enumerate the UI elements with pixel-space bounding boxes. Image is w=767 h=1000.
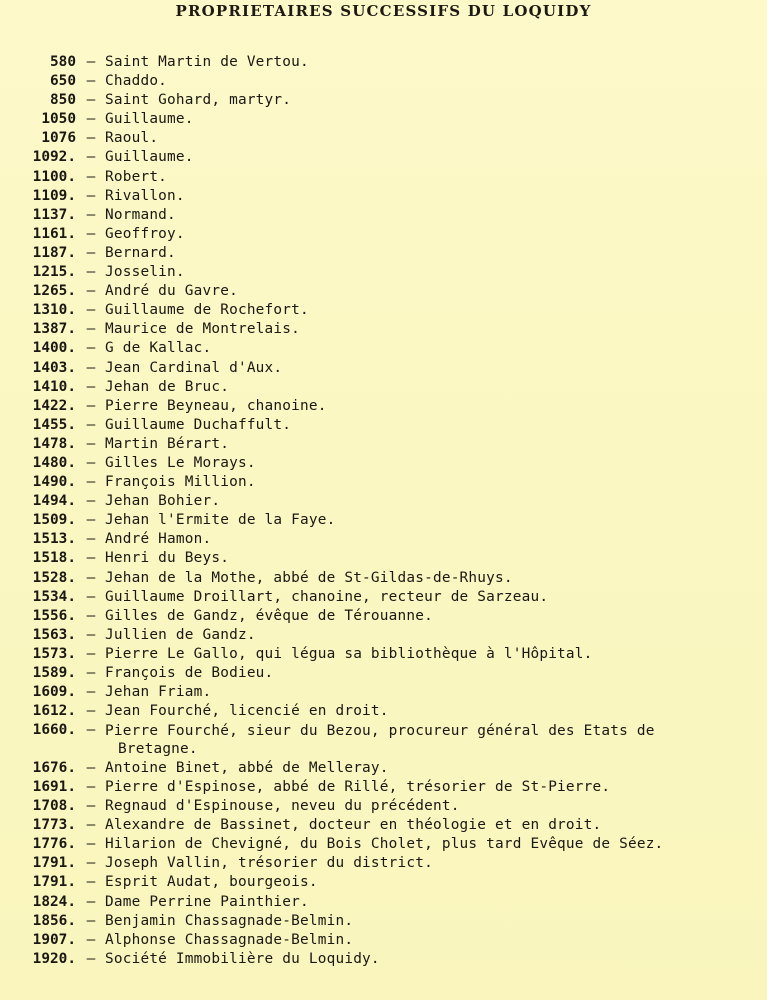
list-item: [0, 72, 767, 91]
entry-name: [105, 759, 389, 778]
entry-name-text: Jean Fourché, licencié en droit.: [105, 703, 389, 720]
list-item: [0, 206, 767, 225]
entry-year: 1403.: [32, 359, 76, 376]
list-item: [0, 778, 767, 797]
entry-name-text: Geoffroy.: [105, 225, 185, 242]
entry-name: [105, 244, 176, 263]
entry-name-text: Jehan de la Mothe, abbé de St-Gildas-de-Rhuys.: [105, 569, 513, 586]
entry-dash: —: [86, 836, 96, 853]
entry-name-text: Guillaume.: [105, 149, 194, 166]
entry-dash: —: [86, 626, 96, 643]
entry-dash: —: [86, 378, 96, 395]
list-item: [0, 187, 767, 206]
entry-name-text: Joseph Vallin, trésorier du district.: [105, 855, 433, 872]
entry-name: [105, 282, 238, 301]
entry-year: 1387.: [32, 321, 76, 338]
entry-name-text: Gilles de Gandz, évêque de Térouanne.: [105, 607, 433, 624]
owners-list: [0, 53, 767, 969]
entry-year: 1400.: [32, 340, 76, 357]
entry-year: 1109.: [32, 187, 76, 204]
entry-name: [105, 530, 211, 549]
list-item: [0, 607, 767, 626]
entry-name-text: Guillaume Droillart, chanoine, recteur de Sarzeau.: [105, 588, 549, 605]
entry-name-text: Pierre Le Gallo, qui légua sa bibliothèque à l'Hôpital.: [105, 645, 593, 662]
entry-year: 1422.: [32, 397, 76, 414]
entry-year: 1265.: [32, 283, 76, 300]
entry-year: 1791.: [32, 855, 76, 872]
entry-name: [105, 702, 389, 721]
entry-name: [105, 435, 229, 454]
entry-name-text: Jehan l'Ermite de la Faye.: [105, 512, 336, 529]
entry-dash: —: [86, 283, 96, 300]
entry-name: [105, 129, 158, 148]
list-item: [0, 263, 767, 282]
list-item: [0, 148, 767, 167]
entry-year: 1907.: [32, 931, 76, 948]
entry-year: 1773.: [32, 817, 76, 834]
list-item: [0, 530, 767, 549]
list-item: [0, 683, 767, 702]
entry-name: [105, 91, 291, 110]
entry-dash: —: [86, 435, 96, 452]
entry-name: [105, 225, 185, 244]
entry-name: [105, 797, 460, 816]
list-item: [0, 893, 767, 912]
list-item: [0, 110, 767, 129]
entry-year: 1791.: [32, 874, 76, 891]
list-item: [0, 912, 767, 931]
entry-name: [105, 816, 601, 835]
entry-name-text: Jean Cardinal d'Aux.: [105, 359, 283, 376]
entry-dash: —: [86, 798, 96, 815]
entry-year: 1310.: [32, 302, 76, 319]
entry-name: [105, 664, 273, 683]
entry-name: [105, 511, 335, 530]
entry-name-text: Antoine Binet, abbé de Melleray.: [105, 759, 389, 776]
entry-dash: —: [86, 244, 96, 261]
entry-name: [105, 72, 167, 91]
entry-dash: —: [86, 512, 96, 529]
entry-name-text: Maurice de Montrelais.: [105, 321, 301, 338]
entry-dash: —: [86, 321, 96, 338]
entry-name-text: Guillaume Duchaffult.: [105, 416, 292, 433]
entry-name: [105, 950, 380, 969]
entry-name: [105, 549, 229, 568]
entry-year: 650: [50, 73, 76, 90]
entry-name: [105, 778, 610, 797]
entry-name-text: Gilles Le Morays.: [105, 454, 256, 471]
entry-dash: —: [86, 778, 96, 795]
entry-dash: —: [86, 931, 96, 948]
entry-name-text: Chaddo.: [105, 73, 168, 90]
entry-name-text: Alphonse Chassagnade-Belmin.: [105, 931, 354, 948]
entry-name: [105, 320, 300, 339]
entry-dash: —: [86, 569, 96, 586]
entry-dash: —: [86, 416, 96, 433]
entry-name-text: Pierre d'Espinose, abbé de Rillé, trésorier de St-Pierre.: [105, 778, 611, 795]
list-item: [0, 873, 767, 892]
entry-name-text: Saint Martin de Vertou.: [105, 54, 309, 70]
entry-name: [105, 378, 229, 397]
list-item: [0, 359, 767, 378]
entry-name-text: Hilarion de Chevigné, du Bois Cholet, plus tard Evêque de Séez.: [105, 836, 664, 853]
list-item: [0, 721, 767, 759]
list-item: [0, 702, 767, 721]
entry-year: 1455.: [32, 416, 76, 433]
list-item: [0, 626, 767, 645]
list-item: [0, 378, 767, 397]
entry-dash: —: [86, 73, 96, 90]
entry-dash: —: [86, 550, 96, 567]
entry-year: 1528.: [32, 569, 76, 586]
entry-dash: —: [86, 645, 96, 662]
list-item: [0, 301, 767, 320]
entry-year: 850: [50, 92, 76, 109]
entry-year: 1776.: [32, 836, 76, 853]
list-item: [0, 435, 767, 454]
list-item: [0, 339, 767, 358]
list-item: [0, 664, 767, 683]
entry-name-text: Martin Bérart.: [105, 435, 230, 452]
list-item: [0, 797, 767, 816]
entry-name-text: Guillaume.: [105, 111, 194, 128]
entry-name: [105, 359, 282, 378]
entry-name-text: Normand.: [105, 206, 176, 223]
entry-name: [105, 263, 185, 282]
entry-name-text: Guillaume de Rochefort.: [105, 302, 309, 319]
entry-name: [105, 835, 663, 854]
entry-name: [105, 931, 353, 950]
entry-dash: —: [86, 722, 96, 739]
list-item: [0, 320, 767, 339]
entry-name: [105, 454, 256, 473]
entry-name-text: G de Kallac.: [105, 340, 212, 357]
entry-dash: —: [86, 264, 96, 281]
entry-year: 1824.: [32, 893, 76, 910]
entry-dash: —: [86, 588, 96, 605]
list-item: [0, 950, 767, 969]
entry-dash: —: [86, 893, 96, 910]
entry-name: [105, 873, 318, 892]
entry-year: 1410.: [32, 378, 76, 395]
entry-name-text: Rivallon.: [105, 187, 185, 204]
entry-dash: —: [86, 912, 96, 929]
entry-name: [105, 301, 309, 320]
entry-name: [105, 912, 353, 931]
list-item: [0, 244, 767, 263]
entry-name: [105, 187, 185, 206]
list-item: [0, 416, 767, 435]
list-item: [0, 759, 767, 778]
page-title: PROPRIETAIRES SUCCESSIFS DU LOQUIDY: [175, 2, 592, 20]
entry-dash: —: [86, 950, 96, 967]
entry-name-text: Esprit Audat, bourgeois.: [105, 874, 318, 891]
entry-dash: —: [86, 149, 96, 166]
entry-year: 1518.: [32, 550, 76, 567]
entry-name: [105, 893, 309, 912]
entry-year: 1513.: [32, 531, 76, 548]
list-item: [0, 168, 767, 187]
entry-year: 1215.: [32, 264, 76, 281]
list-item: [0, 569, 767, 588]
entry-name: [105, 722, 750, 759]
entry-dash: —: [86, 874, 96, 891]
entry-dash: —: [86, 703, 96, 720]
list-item: [0, 454, 767, 473]
entry-name: [105, 854, 433, 873]
entry-name-text: Saint Gohard, martyr.: [105, 92, 292, 109]
list-item: [0, 282, 767, 301]
entry-name-continuation: Bretagne.: [118, 741, 198, 758]
entry-name: [105, 168, 167, 187]
entry-year: 1509.: [32, 512, 76, 529]
entry-year: 1708.: [32, 798, 76, 815]
entry-name-text: Bernard.: [105, 244, 176, 261]
entry-name: [105, 607, 433, 626]
entry-year: 1161.: [32, 225, 76, 242]
entry-name-text: Jullien de Gandz.: [105, 626, 256, 643]
entry-dash: —: [86, 130, 96, 147]
entry-name-text: François de Bodieu.: [105, 665, 274, 681]
entry-year: 1494.: [32, 493, 76, 510]
entry-dash: —: [86, 607, 96, 624]
entry-name: [105, 473, 256, 492]
entry-year: 1490.: [32, 474, 76, 491]
entry-dash: —: [86, 531, 96, 548]
list-item: [0, 588, 767, 607]
entry-dash: —: [86, 454, 96, 471]
entry-name-text: Regnaud d'Espinouse, neveu du précédent.: [105, 798, 460, 815]
entry-name-text: Jehan de Bruc.: [105, 378, 230, 395]
entry-dash: —: [86, 225, 96, 242]
entry-name-text: Josselin.: [105, 264, 185, 281]
list-item: [0, 492, 767, 511]
entry-year: 1676.: [32, 759, 76, 776]
entry-name: [105, 206, 176, 225]
entry-name: [105, 588, 548, 607]
entry-dash: —: [86, 54, 96, 70]
entry-year: 1478.: [32, 435, 76, 452]
entry-dash: —: [86, 187, 96, 204]
list-item: [0, 854, 767, 873]
entry-name-text: Benjamin Chassagnade-Belmin.: [105, 912, 354, 929]
list-item: [0, 931, 767, 950]
entry-year: 1660.: [32, 722, 76, 739]
entry-year: 1480.: [32, 454, 76, 471]
entry-name-text: André Hamon.: [105, 531, 212, 548]
entry-year: 1076: [41, 130, 76, 147]
entry-name-text: Jehan Friam.: [105, 684, 212, 701]
entry-dash: —: [86, 817, 96, 834]
list-item: [0, 511, 767, 530]
entry-year: 1187.: [32, 244, 76, 261]
entry-name-text: André du Gavre.: [105, 283, 238, 300]
entry-name: [105, 416, 291, 435]
entry-year: 1092.: [32, 149, 76, 166]
entry-name-text: Pierre Beyneau, chanoine.: [105, 397, 327, 414]
entry-year: 1573.: [32, 645, 76, 662]
entry-year: 1609.: [32, 684, 76, 701]
entry-dash: —: [86, 397, 96, 414]
list-item: [0, 473, 767, 492]
entry-name: [105, 339, 211, 358]
entry-dash: —: [86, 111, 96, 128]
entry-year: 1589.: [32, 665, 76, 681]
entry-name: [105, 492, 220, 511]
list-item: [0, 816, 767, 835]
list-item: [0, 549, 767, 568]
entry-year: 1534.: [32, 588, 76, 605]
entry-name: [105, 397, 327, 416]
entry-name-text: Henri du Beys.: [105, 550, 230, 567]
entry-dash: —: [86, 206, 96, 223]
list-item: [0, 91, 767, 110]
entry-year: 1856.: [32, 912, 76, 929]
entry-name-text: Pierre Fourché, sieur du Bezou, procureur général des Etats de: [105, 722, 655, 739]
entry-name: [105, 53, 309, 72]
entry-year: 580: [50, 54, 76, 70]
entry-name-text: Robert.: [105, 168, 168, 185]
list-item: [0, 225, 767, 244]
entry-dash: —: [86, 92, 96, 109]
entry-year: 1612.: [32, 703, 76, 720]
entry-dash: —: [86, 759, 96, 776]
entry-dash: —: [86, 493, 96, 510]
entry-name: [105, 645, 593, 664]
entry-dash: —: [86, 359, 96, 376]
entry-name: [105, 110, 194, 129]
list-item: [0, 645, 767, 664]
entry-dash: —: [86, 665, 96, 681]
entry-name-text: Dame Perrine Painthier.: [105, 893, 309, 910]
entry-name: [105, 626, 256, 645]
entry-name: [105, 569, 513, 588]
list-item: [0, 397, 767, 416]
list-item: [0, 835, 767, 854]
entry-dash: —: [86, 684, 96, 701]
entry-name-text: Alexandre de Bassinet, docteur en théologie et en droit.: [105, 817, 602, 834]
entry-year: 1100.: [32, 168, 76, 185]
entry-year: 1556.: [32, 607, 76, 624]
entry-name-text: Raoul.: [105, 130, 159, 147]
entry-dash: —: [86, 168, 96, 185]
entry-year: 1920.: [32, 950, 76, 967]
entry-year: 1691.: [32, 778, 76, 795]
entry-name-text: Jehan Bohier.: [105, 493, 221, 510]
entry-year: 1563.: [32, 626, 76, 643]
entry-dash: —: [86, 340, 96, 357]
entry-year: 1137.: [32, 206, 76, 223]
entry-dash: —: [86, 302, 96, 319]
list-item: [0, 129, 767, 148]
entry-name: [105, 683, 211, 702]
entry-name-text: Société Immobilière du Loquidy.: [105, 950, 380, 967]
entry-name: [105, 148, 194, 167]
entry-name-text: François Million.: [105, 474, 256, 491]
list-item: [0, 53, 767, 72]
entry-dash: —: [86, 855, 96, 872]
entry-dash: —: [86, 474, 96, 491]
entry-year: 1050: [41, 111, 76, 128]
